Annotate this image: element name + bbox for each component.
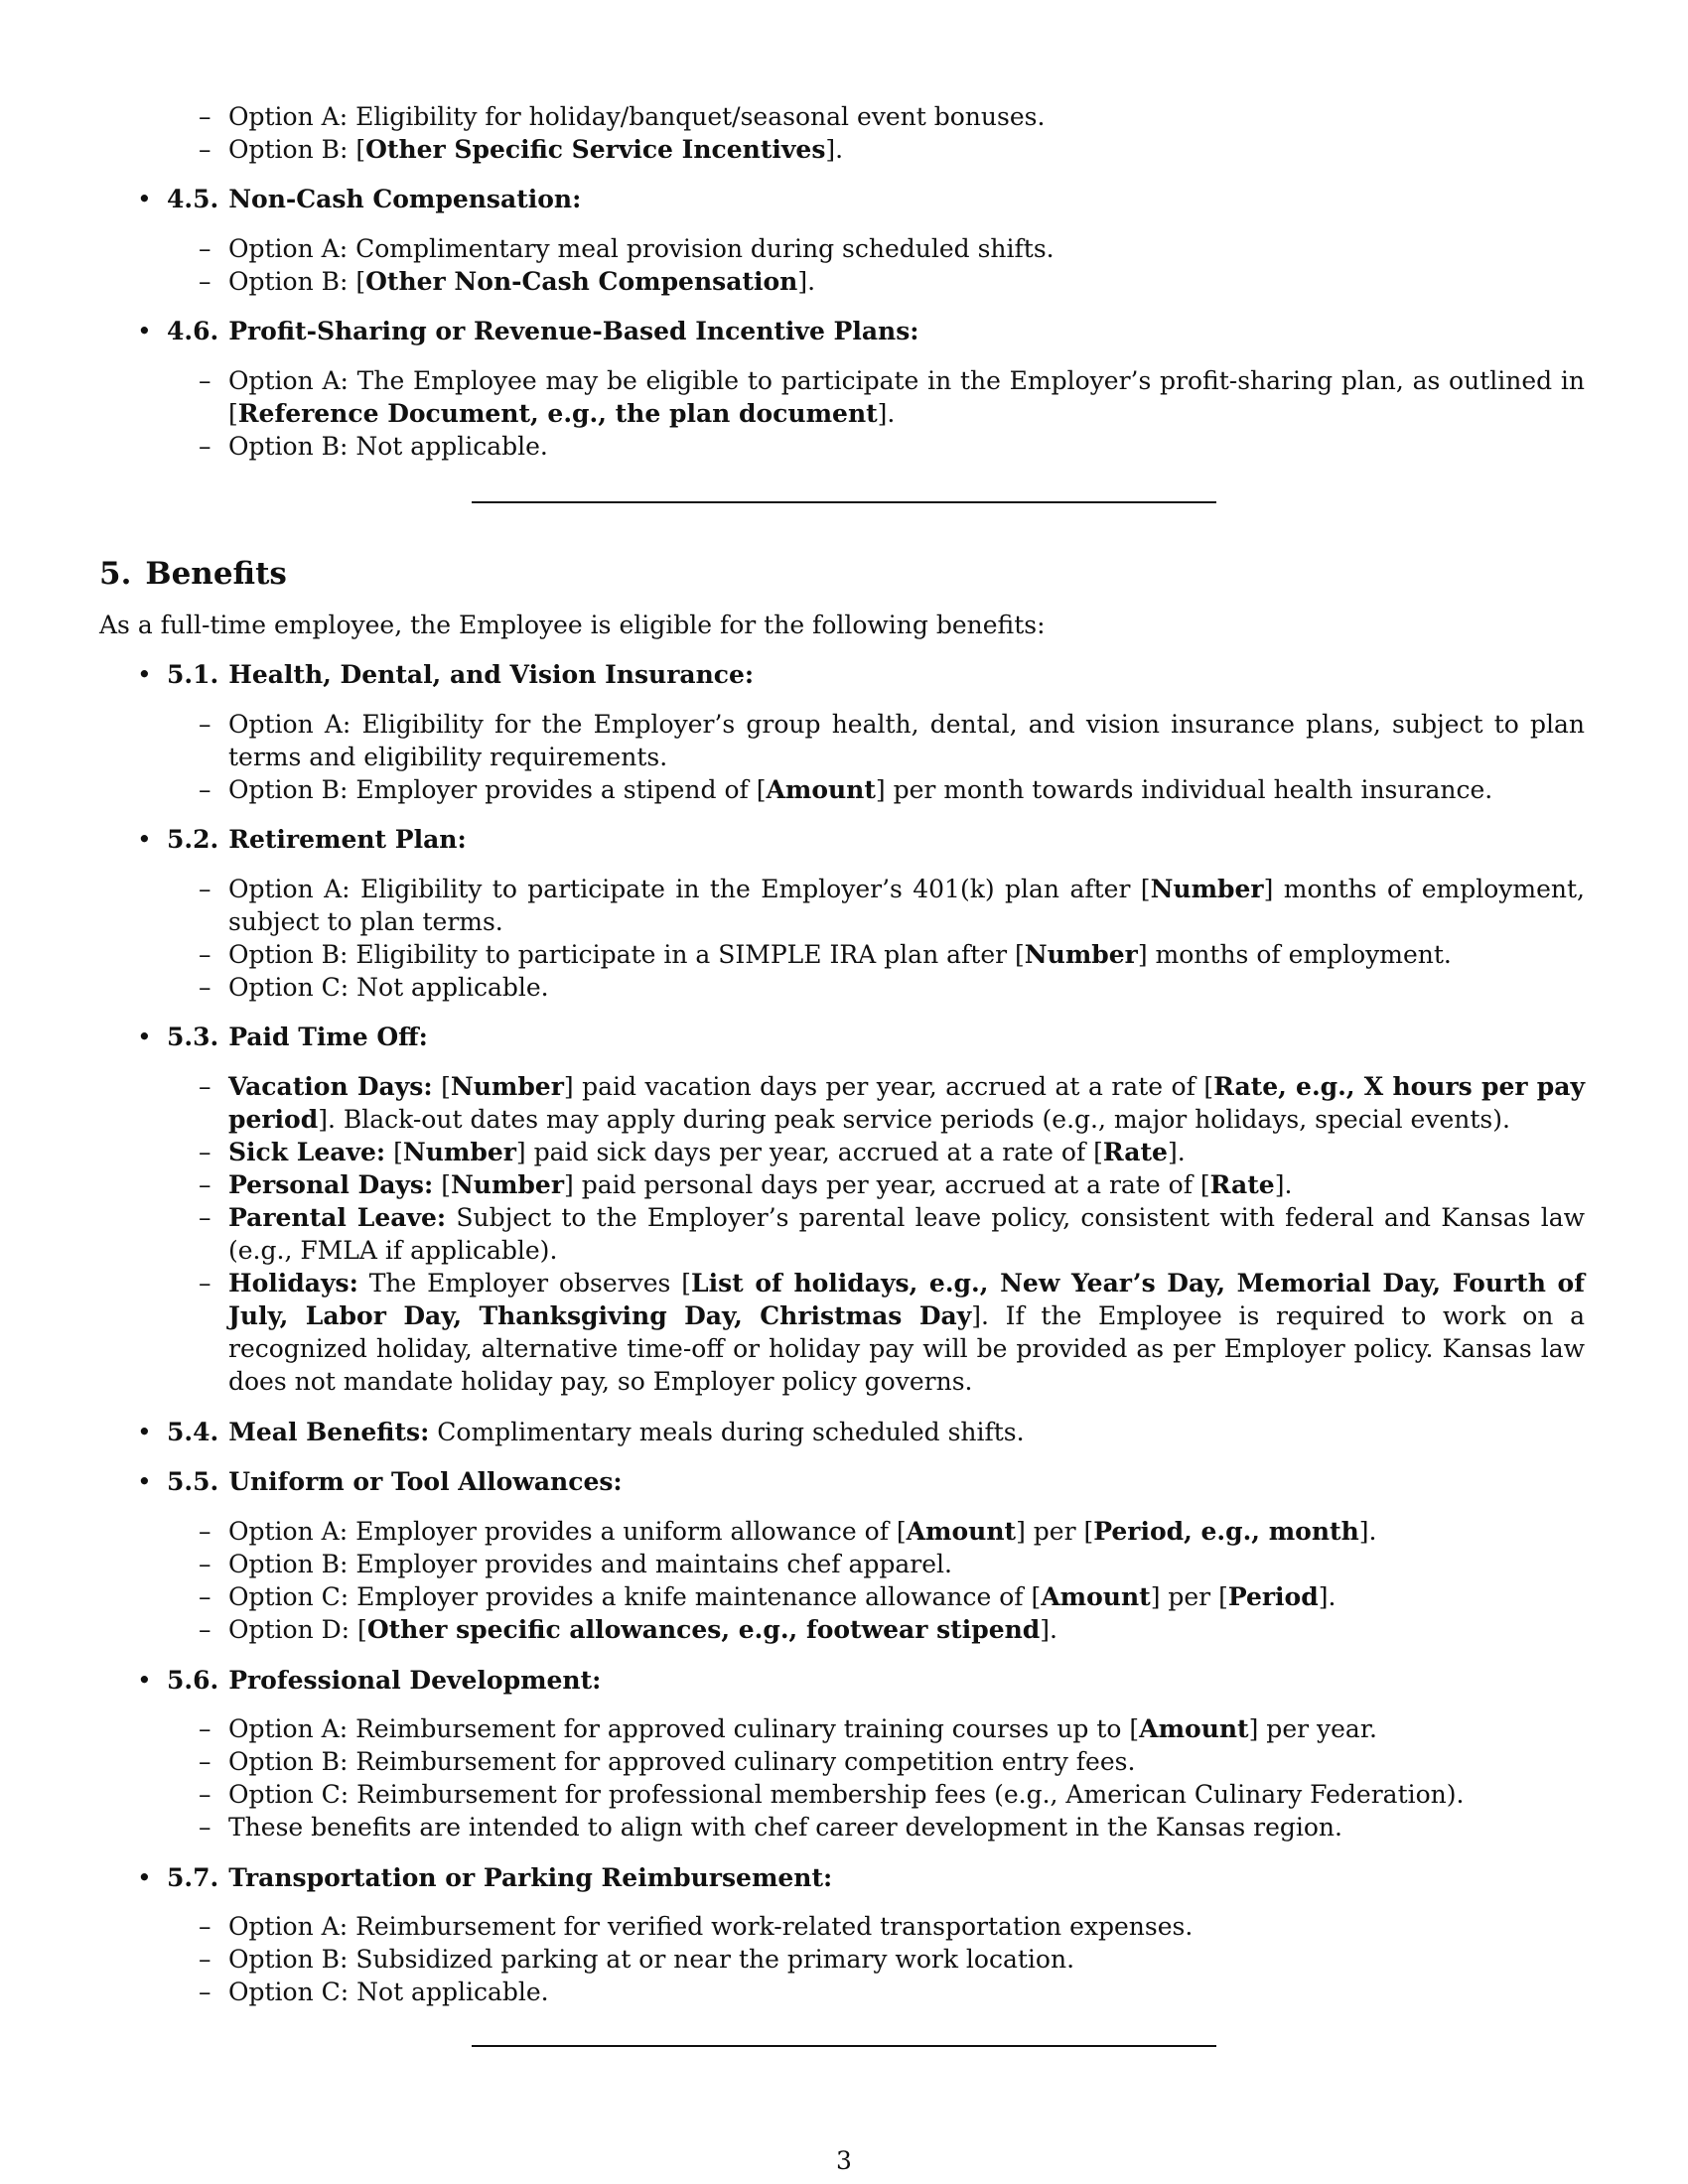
list-item: – Holidays: The Employer observes [List of holidays, e.g., New Year’s Day, Memorial Day, Fourth of July, Labor Day, Thanksgiving Day, Christmas Day]. If the Employee is required to work on a recognized holiday, alternative time-off or holiday pay will be provided as per Employer policy. Kansas law does not mandate holiday pay, so Employer policy governs. — [199, 1269, 1585, 1396]
list-item: – Option B: Eligibility to participate in a SIMPLE IRA plan after [Number] months of employment. — [199, 940, 1452, 969]
option-list — [199, 1712, 1585, 1843]
list-item: – Option A: Complimentary meal provision during scheduled shifts. — [199, 234, 1055, 263]
list-item: – Personal Days: [Number] paid personal days per year, accrued at a rate of [Rate]. — [199, 1170, 1293, 1199]
list-item: – Option A: Eligibility for holiday/banquet/seasonal event bonuses. — [199, 102, 1046, 131]
option-list — [199, 1910, 1585, 2008]
section-heading-5-3: • 5.3. Paid Time Off: — [137, 1023, 428, 1051]
option-list — [199, 873, 1585, 1004]
list-item: – Option B: Employer provides and maintains chef apparel. — [199, 1550, 952, 1578]
list-item: – Option C: Not applicable. — [199, 1978, 549, 2006]
page-number: 3 — [836, 2146, 852, 2175]
section-divider — [472, 501, 1216, 503]
list-item: – Option A: Eligibility for the Employer’s group health, dental, and vision insurance plans, subject to plan terms and eligibility requirements. — [199, 710, 1585, 771]
section-heading-4-6: • 4.6. Profit-Sharing or Revenue-Based Incentive Plans: — [137, 317, 919, 345]
section-heading-5-7: • 5.7. Transportation or Parking Reimbursement: — [137, 1863, 833, 1892]
list-item: – Option B: Reimbursement for approved culinary competition entry fees. — [199, 1747, 1136, 1776]
section-heading-5-1: • 5.1. Health, Dental, and Vision Insurance: — [137, 660, 755, 689]
list-item: – Option A: Employer provides a uniform allowance of [Amount] per [Period, e.g., month]. — [199, 1517, 1377, 1546]
option-list — [199, 708, 1585, 806]
section-title-benefits: 5. Benefits — [99, 556, 287, 592]
section-heading-5-6: • 5.6. Professional Development: — [137, 1666, 602, 1695]
list-item: – Sick Leave: [Number] paid sick days per year, accrued at a rate of [Rate]. — [199, 1138, 1186, 1166]
section-heading-5-2: • 5.2. Retirement Plan: — [137, 825, 467, 854]
section-heading-5-4: • 5.4. Meal Benefits: Complimentary meals during scheduled shifts. — [137, 1418, 1025, 1446]
list-item: – Option A: Reimbursement for approved culinary training courses up to [Amount] per year. — [199, 1714, 1377, 1743]
list-item: – Option B: Not applicable. — [199, 432, 548, 461]
list-item: – Option B: Employer provides a stipend of [Amount] per month towards individual health insurance. — [199, 775, 1493, 804]
benefits-intro: As a full-time employee, the Employee is eligible for the following benefits: — [99, 611, 1046, 639]
list-item: – Option A: The Employee may be eligible to participate in the Employer’s profit-sharing plan, as outlined in [Reference Document, e.g., the plan document]. — [199, 366, 1585, 428]
list-item: – Option B: [Other Non-Cash Compensation]. — [199, 267, 816, 296]
option-list — [199, 232, 1585, 298]
list-item: – Option B: [Other Specific Service Incentives]. — [199, 135, 844, 164]
section-divider — [472, 2045, 1216, 2047]
option-list — [199, 1515, 1585, 1646]
option-list — [199, 100, 1585, 166]
section-heading-4-5: • 4.5. Non-Cash Compensation: — [137, 185, 582, 213]
list-item: – Option D: [Other specific allowances, e.g., footwear stipend]. — [199, 1615, 1057, 1644]
list-item: – Option C: Reimbursement for professional membership fees (e.g., American Culinary Federation). — [199, 1780, 1465, 1809]
list-item: – Parental Leave: Subject to the Employer’s parental leave policy, consistent with federal and Kansas law (e.g., FMLA if applicable). — [199, 1203, 1586, 1265]
option-list — [199, 364, 1585, 463]
list-item: – These benefits are intended to align with chef career development in the Kansas region. — [199, 1813, 1342, 1842]
list-item: – Option B: Subsidized parking at or near the primary work location. — [199, 1945, 1075, 1974]
list-item: – Option A: Reimbursement for verified work-related transportation expenses. — [199, 1912, 1194, 1941]
list-item: – Option A: Eligibility to participate in the Employer’s 401(k) plan after [Number] months of employment, subject to plan terms. — [199, 875, 1585, 936]
list-item: – Vacation Days: [Number] paid vacation days per year, accrued at a rate of [Rate, e.g., X hours per pay period]. Black-out dates may apply during peak service periods (e.g., major holidays, special events). — [199, 1072, 1585, 1134]
section-heading-5-5: • 5.5. Uniform or Tool Allowances: — [137, 1467, 623, 1496]
list-item: – Option C: Employer provides a knife maintenance allowance of [Amount] per [Period]. — [199, 1582, 1336, 1611]
list-item: – Option C: Not applicable. — [199, 973, 549, 1002]
pto-list — [199, 1070, 1585, 1398]
